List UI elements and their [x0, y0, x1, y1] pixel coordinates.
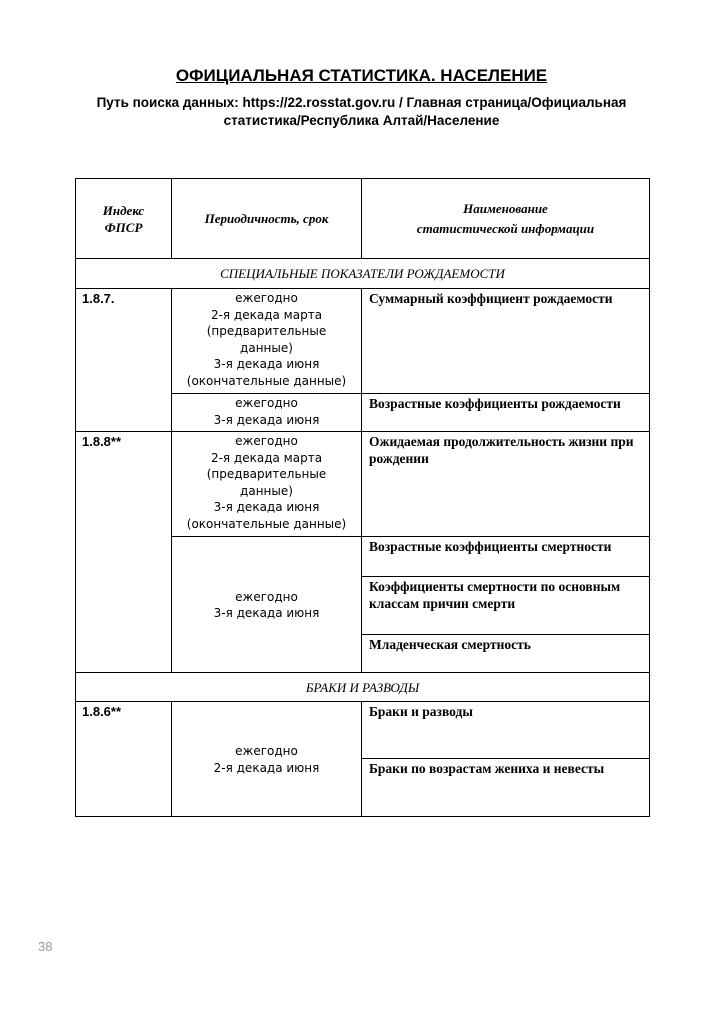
- indicator-name: Младенческая смертность: [362, 635, 650, 673]
- indicator-name: Суммарный коэффициент рождаемости: [362, 289, 650, 394]
- periodicity-line: ежегодно: [235, 744, 298, 758]
- section-title: СПЕЦИАЛЬНЫЕ ПОКАЗАТЕЛИ РОЖДАЕМОСТИ: [76, 259, 650, 289]
- header-name-line: статистической информации: [416, 221, 595, 236]
- indicator-name: Возрастные коэффициенты смертности: [362, 537, 650, 577]
- indicator-name: Браки по возрастам жениха и невесты: [362, 759, 650, 817]
- periodicity-line: 3-я декада июня: [213, 412, 320, 427]
- periodicity-line: ежегодно: [235, 589, 298, 604]
- periodicity-line: ежегодно: [235, 396, 298, 410]
- data-path: [80, 94, 643, 130]
- page-number: 38: [38, 939, 53, 954]
- periodicity-line: 2-я декада марта: [210, 450, 323, 465]
- data-path-line: Путь поиска данных: https://22.rosstat.gov.ru / Главная страница/Официальная: [96, 95, 627, 110]
- index-cell: 1.8.8**: [76, 432, 172, 673]
- periodicity-line: данные): [240, 340, 293, 355]
- header-row: [76, 179, 650, 259]
- page-title: ОФИЦИАЛЬНАЯ СТАТИСТИКА. НАСЕЛЕНИЕ: [175, 66, 548, 85]
- header-name: [362, 179, 650, 259]
- periodicity-line: (окончательные данные): [186, 373, 347, 388]
- periodicity-line: 3-я декада июня: [213, 500, 320, 514]
- periodicity-cell: [172, 537, 362, 673]
- periodicity-line: данные): [240, 483, 293, 498]
- section-title: БРАКИ И РАЗВОДЫ: [76, 673, 650, 702]
- statistics-table: [75, 178, 650, 817]
- periodicity-line: (окончательные данные): [186, 516, 347, 531]
- header-index-line: Индекс: [102, 202, 145, 218]
- table-row: [76, 702, 650, 759]
- periodicity-line: (предварительные: [206, 324, 327, 338]
- data-path-line: статистика/Республика Алтай/Население: [223, 113, 500, 128]
- periodicity-line: (предварительные: [206, 467, 327, 481]
- periodicity-line: 3-я декада июня: [213, 606, 320, 620]
- periodicity-line: 3-я декада июня: [213, 357, 320, 371]
- periodicity-line: 2-я декада марта: [210, 307, 323, 322]
- periodicity-line: ежегодно: [235, 434, 298, 448]
- periodicity-line: ежегодно: [235, 291, 298, 305]
- header-periodicity-text: Периодичность, срок: [204, 211, 329, 226]
- indicator-name: Браки и разводы: [362, 702, 650, 759]
- periodicity-cell: [172, 394, 362, 432]
- indicator-name: Возрастные коэффициенты рождаемости: [362, 394, 650, 432]
- periodicity-cell: [172, 289, 362, 394]
- index-cell: 1.8.6**: [76, 702, 172, 817]
- header-name-line: Наименование: [463, 201, 548, 216]
- indicator-name: Ожидаемая продолжительность жизни при рождении: [362, 432, 650, 537]
- header-index: [76, 179, 172, 259]
- section-row: [76, 673, 650, 702]
- periodicity-cell: [172, 432, 362, 537]
- periodicity-line: 2-я декада июня: [213, 760, 320, 775]
- header-periodicity: [172, 179, 362, 259]
- indicator-name: Коэффициенты смертности по основным классам причин смерти: [362, 577, 650, 635]
- table-row: [76, 432, 650, 537]
- table-row: [76, 289, 650, 394]
- header-index-line: ФПСР: [104, 219, 143, 235]
- section-row: [76, 259, 650, 289]
- index-cell: 1.8.7.: [76, 289, 172, 432]
- periodicity-cell: [172, 702, 362, 817]
